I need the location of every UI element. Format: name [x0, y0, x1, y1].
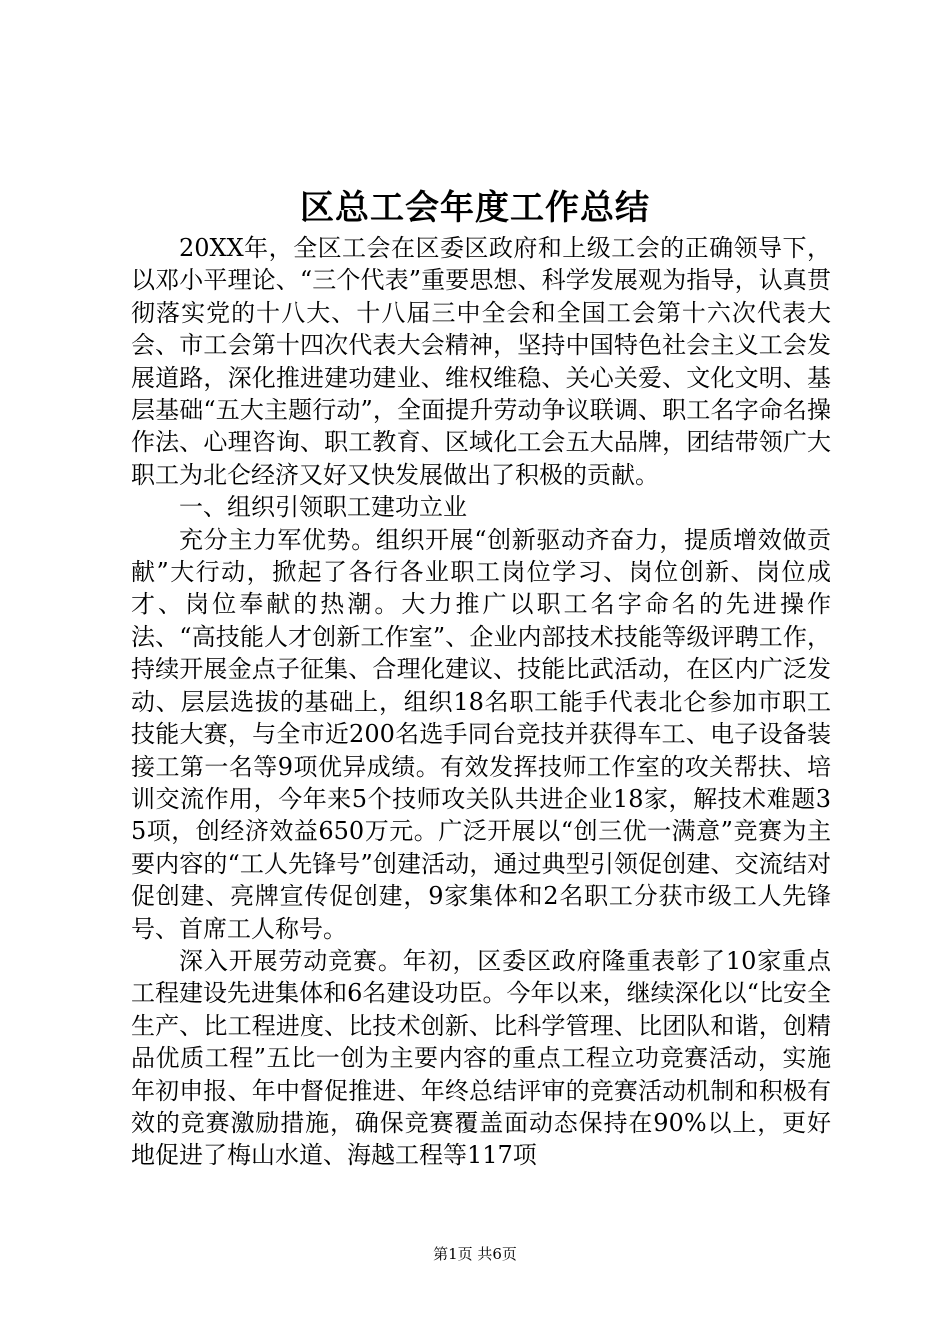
body-paragraph: 充分主力军优势。组织开展“创新驱动齐奋力，提质增效做贡献”大行动，掀起了各行各业职工岗位学习、岗位创新、岗位成才、岗位奉献的热潮。大力推广以职工名字命名的先进操作法、“高技能人才创新工作室”、企业内部技术技能等级评聘工作，持续开展金点子征集、合理化建议、技能比武活动，在区内广泛发动、层层选拔的基础上，组织18名职工能手代表北仑参加市职工技能大赛，与全市近200名选手同台竞技并获得车工、电子设备装接工第一名等9项优异成绩。有效发挥技师工作室的攻关帮扶、培训交流作用，今年来5个技师攻关队共进企业18家，解技术难题35项，创经济效益650万元。广泛开展以“创三优一满意”竞赛为主要内容的“工人先锋号”创建活动，通过典型引领促创建、交流结对促创建、亮牌宣传促创建，9家集体和2名职工分获市级工人先锋号、首席工人称号。	[131, 525, 831, 943]
body-paragraph: 深入开展劳动竞赛。年初，区委区政府隆重表彰了10家重点工程建设先进集体和6名建设功臣。今年以来，继续深化以“比安全生产、比工程进度、比技术创新、比科学管理、比团队和谐，创精品优质工程”五比一创为主要内容的重点工程立功竞赛活动，实施年初申报、年中督促推进、年终总结评审的竞赛活动机制和积极有效的竞赛激励措施，确保竞赛覆盖面动态保持在90%以上，更好地促进了梅山水道、海越工程等117项	[131, 946, 831, 1170]
document-body	[131, 232, 831, 1172]
page-number-footer: 第1页 共6页	[433, 1245, 517, 1263]
section-heading: 一、组织引领职工建功立业	[179, 493, 467, 522]
intro-paragraph: 20XX年，全区工会在区委区政府和上级工会的正确领导下，以邓小平理论、“三个代表”重要思想、科学发展观为指导，认真贯彻落实党的十八大、十八届三中全会和全国工会第十六次代表大会、市工会第十四次代表大会精神，坚持中国特色社会主义工会发展道路，深化推进建功建业、维权维稳、关心关爱、文化文明、基层基础“五大主题行动”，全面提升劳动争议联调、职工名字命名操作法、心理咨询、职工教育、区域化工会五大品牌，团结带领广大职工为北仑经济又好又快发展做出了积极的贡献。	[131, 234, 831, 489]
document-title: 区总工会年度工作总结	[300, 188, 650, 228]
